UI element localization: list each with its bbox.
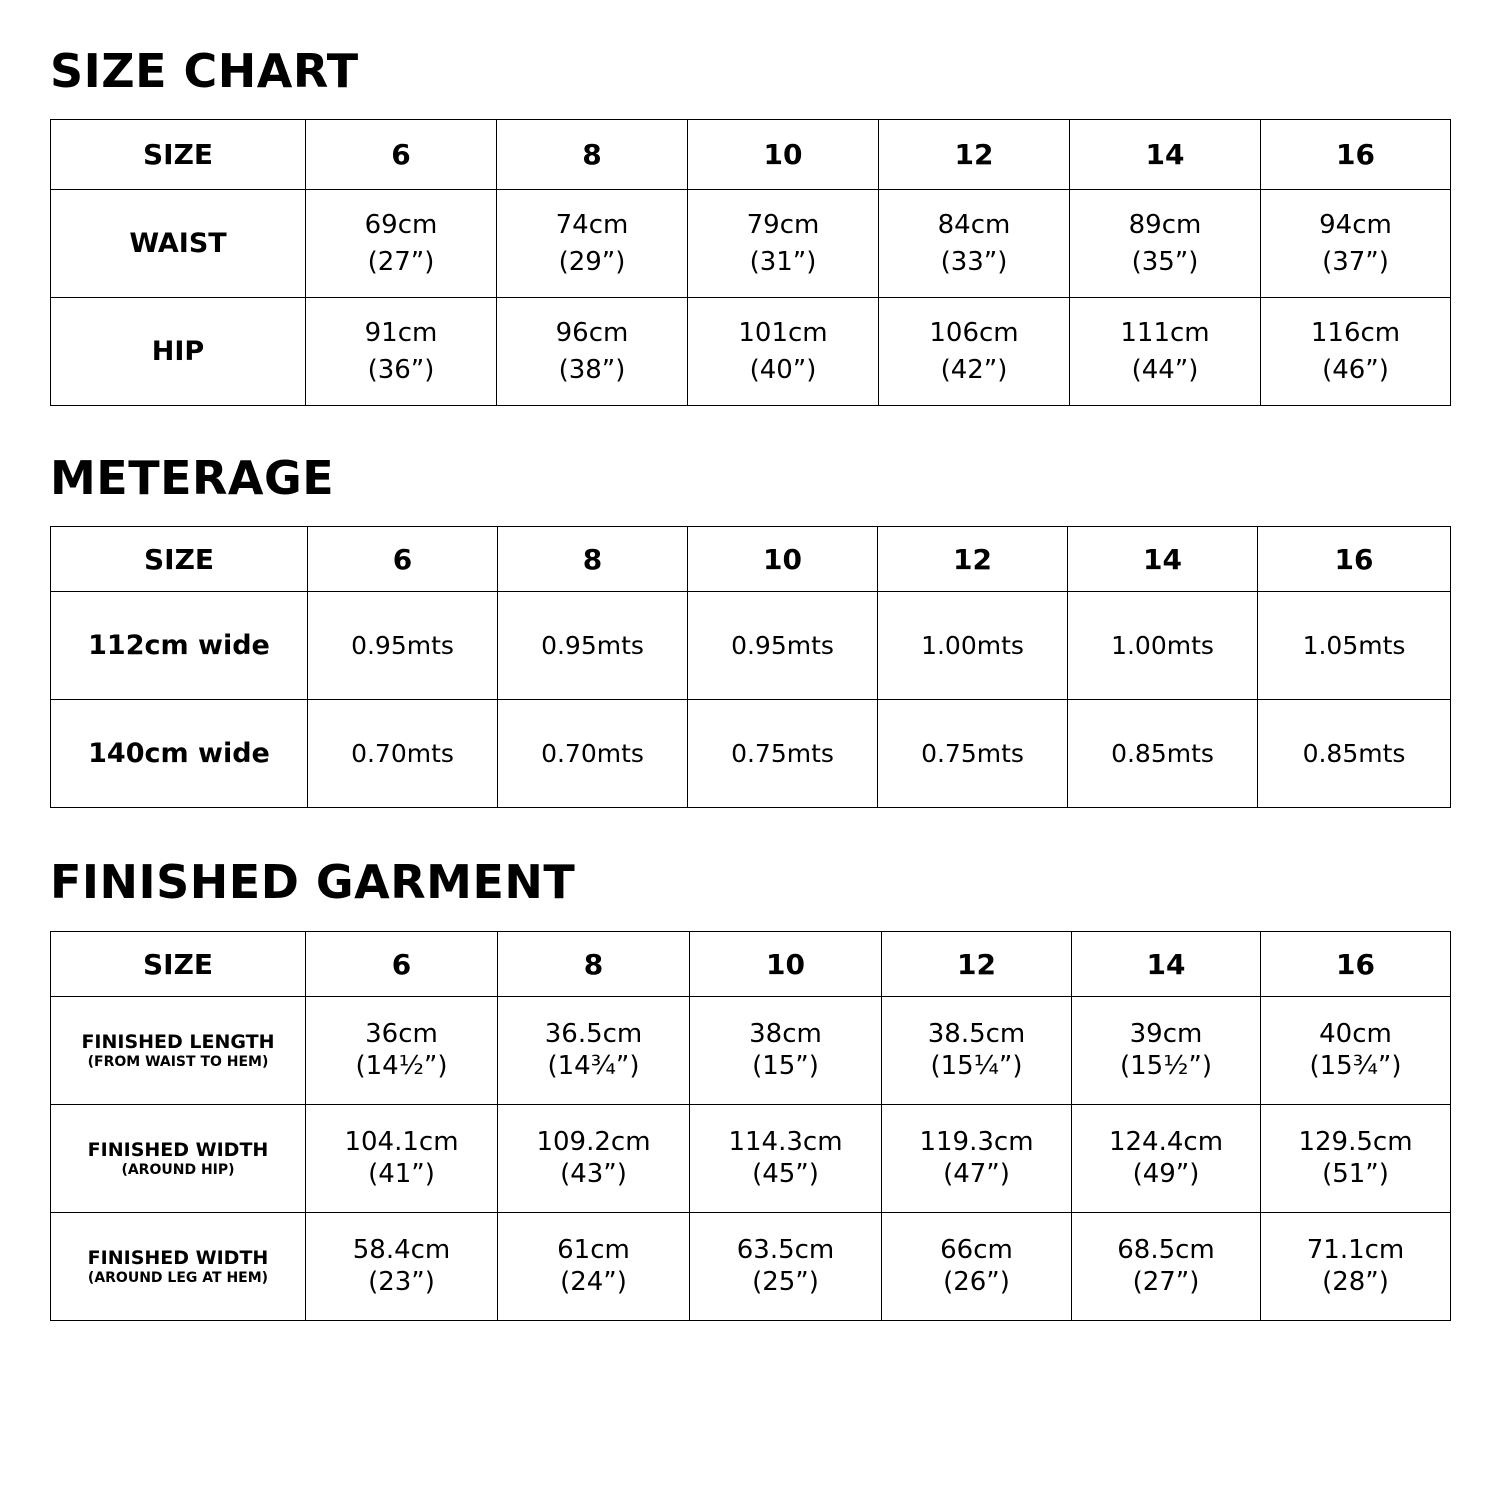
header-cell: 12 (882, 932, 1072, 997)
value-cell: 1.00mts (1068, 592, 1258, 700)
header-cell: 8 (498, 527, 688, 592)
value-cell: 40cm (15¾”) (1261, 997, 1451, 1105)
header-cell: 14 (1068, 527, 1258, 592)
value-cell: 0.95mts (308, 592, 498, 700)
value-cell: 58.4cm (23”) (306, 1213, 498, 1321)
header-cell: 6 (306, 932, 498, 997)
value-cell: 104.1cm (41”) (306, 1105, 498, 1213)
header-cell: 8 (498, 932, 690, 997)
value-cell: 79cm (31”) (688, 190, 879, 298)
value-cell: 71.1cm (28”) (1261, 1213, 1451, 1321)
row-label: FINISHED WIDTH (AROUND LEG AT HEM) (51, 1213, 306, 1321)
value-cell: 106cm (42”) (879, 298, 1070, 406)
value-cell: 109.2cm (43”) (498, 1105, 690, 1213)
value-cell: 89cm (35”) (1070, 190, 1261, 298)
value-cell: 91cm (36”) (306, 298, 497, 406)
value-cell: 38cm (15”) (690, 997, 882, 1105)
value-cell: 119.3cm (47”) (882, 1105, 1072, 1213)
value-cell: 38.5cm (15¼”) (882, 997, 1072, 1105)
value-cell: 124.4cm (49”) (1072, 1105, 1261, 1213)
value-cell: 0.85mts (1258, 700, 1451, 808)
value-cell: 1.00mts (878, 592, 1068, 700)
value-cell: 66cm (26”) (882, 1213, 1072, 1321)
header-cell: 10 (688, 527, 878, 592)
header-cell: SIZE (51, 120, 306, 190)
value-cell: 96cm (38”) (497, 298, 688, 406)
table-row (51, 700, 1451, 808)
value-cell: 36cm (14½”) (306, 997, 498, 1105)
row-label: 140cm wide (51, 700, 308, 808)
row-label: HIP (51, 298, 306, 406)
header-cell: 12 (879, 120, 1070, 190)
row-label: WAIST (51, 190, 306, 298)
header-cell: 8 (497, 120, 688, 190)
value-cell: 129.5cm (51”) (1261, 1105, 1451, 1213)
value-cell: 101cm (40”) (688, 298, 879, 406)
value-cell: 74cm (29”) (497, 190, 688, 298)
row-label: 112cm wide (51, 592, 308, 700)
table-row (51, 298, 1451, 406)
value-cell: 0.75mts (688, 700, 878, 808)
value-cell: 61cm (24”) (498, 1213, 690, 1321)
header-cell: 6 (308, 527, 498, 592)
table-row (51, 190, 1451, 298)
header-cell: SIZE (51, 527, 308, 592)
header-cell: 16 (1258, 527, 1451, 592)
finished-garment-title: FINISHED GARMENT (50, 855, 576, 909)
header-cell: 16 (1261, 932, 1451, 997)
value-cell: 63.5cm (25”) (690, 1213, 882, 1321)
header-cell: SIZE (51, 932, 306, 997)
finished-garment-table (50, 931, 1451, 1321)
value-cell: 84cm (33”) (879, 190, 1070, 298)
finished-garment-header-row (51, 932, 1451, 997)
header-cell: 16 (1261, 120, 1451, 190)
row-label: FINISHED LENGTH (FROM WAIST TO HEM) (51, 997, 306, 1105)
value-cell: 1.05mts (1258, 592, 1451, 700)
value-cell: 111cm (44”) (1070, 298, 1261, 406)
header-cell: 10 (690, 932, 882, 997)
meterage-title: METERAGE (50, 451, 335, 505)
value-cell: 36.5cm (14¾”) (498, 997, 690, 1105)
value-cell: 116cm (46”) (1261, 298, 1451, 406)
value-cell: 39cm (15½”) (1072, 997, 1261, 1105)
table-row (51, 1213, 1451, 1321)
table-row (51, 592, 1451, 700)
value-cell: 0.95mts (498, 592, 688, 700)
value-cell: 0.95mts (688, 592, 878, 700)
value-cell: 114.3cm (45”) (690, 1105, 882, 1213)
value-cell: 0.70mts (308, 700, 498, 808)
value-cell: 68.5cm (27”) (1072, 1213, 1261, 1321)
table-row (51, 997, 1451, 1105)
meterage-header-row (51, 527, 1451, 592)
value-cell: 0.70mts (498, 700, 688, 808)
value-cell: 0.85mts (1068, 700, 1258, 808)
header-cell: 10 (688, 120, 879, 190)
meterage-table (50, 526, 1451, 808)
value-cell: 69cm (27”) (306, 190, 497, 298)
header-cell: 6 (306, 120, 497, 190)
value-cell: 0.75mts (878, 700, 1068, 808)
header-cell: 12 (878, 527, 1068, 592)
size-chart-header-row (51, 120, 1451, 190)
size-chart-title: SIZE CHART (50, 44, 359, 98)
header-cell: 14 (1072, 932, 1261, 997)
value-cell: 94cm (37”) (1261, 190, 1451, 298)
table-row (51, 1105, 1451, 1213)
header-cell: 14 (1070, 120, 1261, 190)
size-chart-table (50, 119, 1451, 406)
row-label: FINISHED WIDTH (AROUND HIP) (51, 1105, 306, 1213)
